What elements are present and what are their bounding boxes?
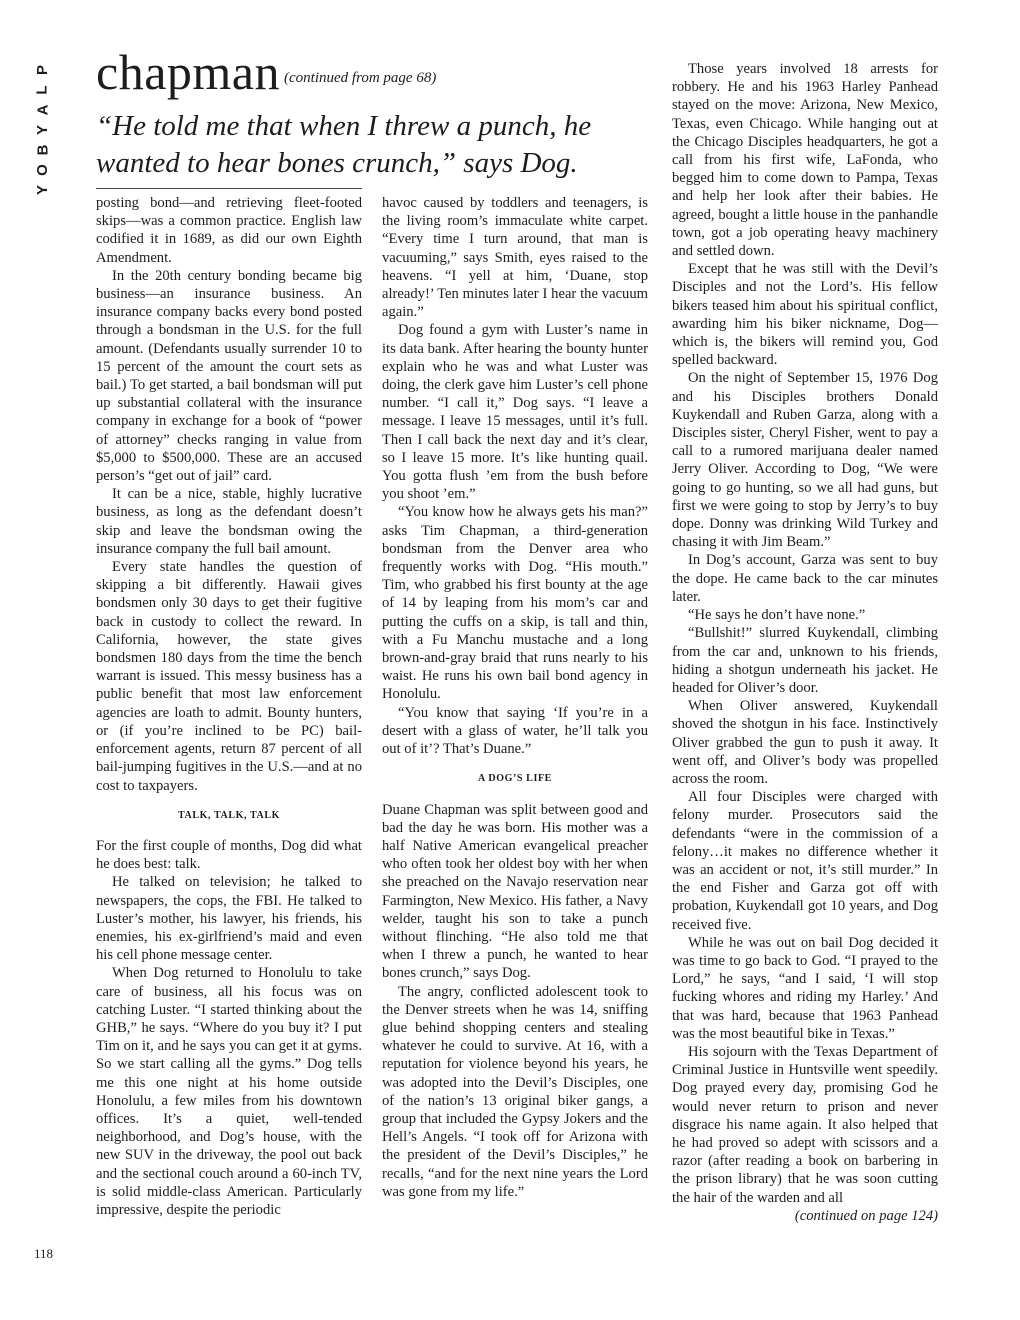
- section-subhead: A DOG’S LIFE: [478, 773, 552, 785]
- column-2: [382, 194, 648, 1201]
- paragraph: Those years involved 18 arrests for robbery. He and his 1963 Harley Panhead stayed on the move: Arizona, New Mexico, Texas, even Chicago. While hanging out at the Chicago Disciples headquarters, he got a call from his first wife, LaFonda, who begged him to come down to Pampa, Texas and help her look after their babies. He agreed, bought a little house in the panhandle town, got a job operating heavy machinery and settled down.: [672, 61, 938, 260]
- paragraph: posting bond—and retrieving fleet-footed skips—was a common practice. English law codified it in 1689, as did our own Eighth Amendment.: [96, 195, 362, 266]
- masthead-letter: B: [34, 144, 51, 156]
- section-subhead: TALK, TALK, TALK: [177, 809, 281, 821]
- column-1: [96, 194, 362, 1219]
- masthead-letter: L: [33, 85, 51, 95]
- pull-quote: “He told me that when I threw a punch, he wanted to hear bones crunch,” says Dog.: [96, 110, 592, 179]
- masthead-letter: Y: [33, 184, 51, 196]
- masthead-letter: A: [34, 104, 51, 116]
- paragraph: When Oliver answered, Kuykendall shoved the shotgun in his face. Instinctively Oliver grabbed the gun to push it away. It went off, and Oliver’s body was propelled across the room.: [672, 698, 938, 787]
- paragraph: “Bullshit!” slurred Kuykendall, climbing from the car and, unknown to his friends, hiding a shotgun underneath his jacket. He headed for Oliver’s door.: [672, 625, 938, 696]
- article-title: chapman: [96, 44, 280, 100]
- paragraph: The angry, conflicted adolescent took to the Denver streets when he was 14, sniffing glue behind shopping centers and stealing whatever he could to survive. At 16, with a reputation for violence beyond his years, he was adopted into the Devil’s Disciples, one of the nation’s 13 original biker gangs, a group that included the Gypsy Jokers and the Hell’s Angels. “I took off for Arizona with the president of the Devil’s Disciples,” he recalls, “and for the next nine years the Lord was gone from my life.”: [382, 983, 648, 1200]
- paragraph: His sojourn with the Texas Department of Criminal Justice in Huntsville went speedily. Dog prayed every day, promising God he would never return to prison and never disgrace his name again. It also helped that he had proved so adept with scissors and a razor (after reading a book on barbering in the prison library) that he was soon cutting the hair of the warden and all: [672, 1043, 938, 1206]
- paragraph: When Dog returned to Honolulu to take care of business, all his focus was on catching Luster. “I started thinking about the GHB,” he says. “Where do you buy it? I put Tim on it, and he says you can get it at gyms. So we start calling all the gyms.” Dog tells me this one night at his home outside Honolulu, a few miles from his downtown offices. It’s a quiet, well-tended neighborhood, and Dog’s house, with the new SUV in the driveway, the pool out back and the sectional couch around a 60-inch TV, is solid middle-class American. Particularly impressive, despite the periodic: [96, 965, 362, 1218]
- masthead-vertical: [26, 60, 60, 200]
- paragraph: He talked on television; he talked to newspapers, the cops, the FBI. He talked to Luster’s mother, his lawyer, his friends, his enemies, his ex-girlfriend’s maid and even his cell phone message center.: [96, 874, 362, 964]
- paragraph: In the 20th century bonding became big business—an insurance business. An insurance company backs every bond posted through a bondsman in the U.S. for the full amount. (Defendants usually surrender 10 to 15 percent of the amount the court sets as bail.) To get started, a bail bondsman will put up substantial collateral with the insurance company in exchange for a book of “power of attorney” checks ranging in value from $5,000 to $500,000. These are an accused person’s “get out of jail” card.: [96, 267, 362, 485]
- paragraph: In Dog’s account, Garza was sent to buy the dope. He came back to the car minutes later.: [672, 552, 938, 605]
- paragraph: Except that he was still with the Devil’s Disciples and not the Lord’s. His fellow bikers teased him about his spiritual conflict, awarding him his biker nickname, Dog—which is, the bikers will remind you, God spelled backward.: [672, 261, 938, 369]
- continued-on-note: (continued on page 124): [794, 1207, 938, 1224]
- paragraph: It can be a nice, stable, highly lucrative business, as long as the defendant doesn’t skip and leave the bondsman owing the insurance company the full bail amount.: [96, 486, 362, 557]
- paragraph: “You know how he always gets his man?” asks Tim Chapman, a third-generation bondsman from the Denver area who frequently works with Dog. “His mouth.” Tim, who grabbed his first bounty at the age of 14 by leaping from his mom’s car and putting the cuffs on a skip, is tall and thin, with a Fu Manchu mustache and a long brown-and-gray braid that runs nearly to his waist. He runs his own bail bond agency in Honolulu.: [382, 504, 648, 703]
- paragraph: Dog found a gym with Luster’s name in its data bank. After hearing the bounty hunter explain who he was and what Luster was doing, the clerk gave him Luster’s cell phone number. “I call it,” Dog says. “I leave a message. I leave 15 messages, until it’s full. Then I call back the next day and it’s clear, so I leave 15 more. It’s like hunting quail. You gotta flush ’em from the bush before you shoot ’em.”: [382, 322, 648, 503]
- page-number: 118: [34, 1246, 54, 1261]
- paragraph: “You know that saying ‘If you’re in a desert with a glass of water, he’ll talk you out of it’? That’s Duane.”: [382, 704, 648, 758]
- masthead-letter: P: [33, 64, 51, 76]
- paragraph: Duane Chapman was split between good and bad the day he was born. His mother was a half Native American evangelical preacher who often took her oldest boy with her when she preached on the Navajo reservation near Farmington, New Mexico. His father, a Navy welder, taught his son to take a punch without flinching. “He also told me that when I threw a punch, he wanted to hear bones crunch,” says Dog.: [382, 801, 648, 982]
- paragraph: All four Disciples were charged with felony murder. Prosecutors said the defendants “were in the commission of a felony…it makes no difference whether it was an accident or not, it’s still murder.” In the end Fisher and Garza got off with probation, Kuykendall got 10 years, and Dog received five.: [672, 789, 938, 933]
- column-3: [672, 60, 938, 1225]
- paragraph: On the night of September 15, 1976 Dog and his Disciples brothers Donald Kuykendall and Ruben Garza, along with a Disciples sister, Cheryl Fisher, went to pay a call to a rumored marijuana dealer named Jerry Oliver. According to Dog, “We were going to go hunting, so we all had guns, but first we were going to stop by Jerry’s to buy dope. Donny was drinking Wild Turkey and chasing it with Jim Beam.”: [672, 370, 938, 551]
- masthead-letter: O: [33, 164, 51, 176]
- paragraph: While he was out on bail Dog decided it was time to go back to God. “I prayed to the Lord,” he says, “and I said, ‘I will stop fucking whores and riding my Harley.’ And that was hard, because that 1963 Panhead was the most beautiful bike in Texas.”: [672, 934, 938, 1042]
- masthead-letter: Y: [33, 124, 51, 136]
- continued-from-note: (continued from page 68): [284, 70, 437, 86]
- paragraph: Every state handles the question of skipping a bit differently. Hawaii gives bondsmen only 30 days to get their fugitive back in custody to collect the reward. In California, however, the state gives bondsmen 180 days from the time the bench warrant is issued. This messy business has a public benefit that most law enforcement agencies are loath to admit. Bounty hunters, or (if you’re inclined to be PC) bail-enforcement agents, return 87 percent of all bail-jumping fugitives in the U.S.—and at no cost to taxpayers.: [96, 559, 362, 794]
- paragraph: “He says he don’t have none.”: [688, 607, 866, 624]
- paragraph: For the first couple of months, Dog did what he does best: talk.: [96, 837, 362, 873]
- paragraph: havoc caused by toddlers and teenagers, is the living room’s immaculate white carpet. “Every time I turn around, that man is vacuuming,” says Smith, eyes raised to the heavens. “I yell at him, ‘Duane, stop already!’ Ten minutes later I hear the vacuum again.”: [382, 195, 648, 321]
- divider-rule: [96, 188, 362, 189]
